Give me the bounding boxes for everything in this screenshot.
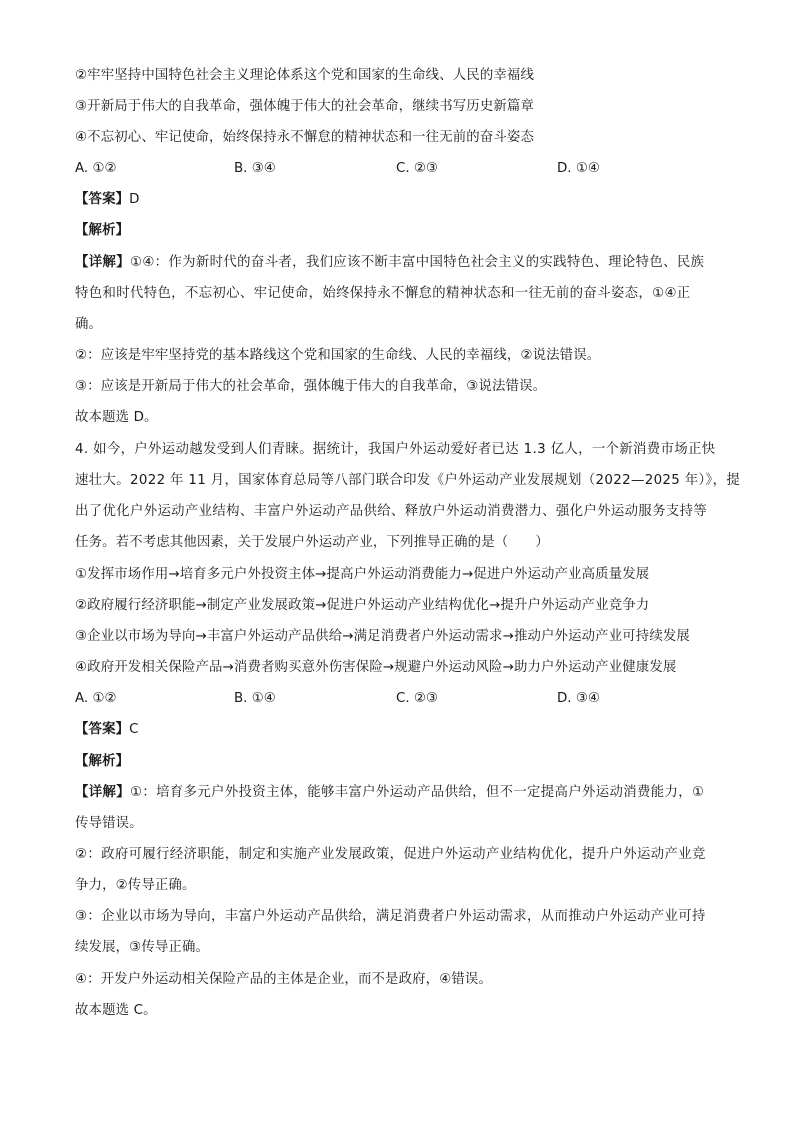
detail-label: 【详解】 <box>75 255 130 270</box>
q3-conclusion: 故本题选 D。 <box>75 410 158 425</box>
q4-stem-line2: 速壮大。2022 年 11 月，国家体育总局等八部门联合印发《户外运动产业发展规划（2022—2025 年）》，提 <box>75 473 741 488</box>
q4-stem-line4: 任务。若不考虑其他因素，关于发展户外运动产业，下列推导正确的是（ ） <box>75 535 549 550</box>
answer-value: C <box>129 722 139 737</box>
q4-detail-p1-line2: 传导错误。 <box>75 816 143 831</box>
q3-detail-p1-line1 <box>75 253 704 273</box>
q4-conclusion: 故本题选 C。 <box>75 1003 157 1018</box>
detail-text: ①④：作为新时代的奋斗者，我们应该不断丰富中国特色社会主义的实践特色、理论特色、民族 <box>129 255 705 270</box>
q3-choice-a: A. ①② <box>75 161 117 176</box>
q4-choice-d: D. ③④ <box>557 691 600 706</box>
q4-option-2: ②政府履行经济职能→制定产业发展政策→促进户外运动产业结构优化→提升户外运动产业竞争力 <box>75 598 650 613</box>
q4-stem-line1: 4. 如今，户外运动越发受到人们青睐。据统计，我国户外运动爱好者已达 1.3 亿人，一个新消费市场正快 <box>75 442 716 457</box>
q4-choice-b: B. ①④ <box>234 691 276 706</box>
detail-label: 【详解】 <box>75 785 130 800</box>
q4-option-1: ①发挥市场作用→培育多元户外投资主体→提高户外运动消费能力→促进户外运动产业高质量发展 <box>75 567 650 582</box>
q3-choice-c: C. ②③ <box>396 161 438 176</box>
q4-choice-c: C. ②③ <box>396 691 438 706</box>
detail-text: ①：培育多元户外投资主体，能够丰富户外运动产品供给，但不一定提高户外运动消费能力，① <box>129 785 705 800</box>
q4-option-3: ③企业以市场为导向→丰富户外运动产品供给→满足消费者户外运动需求→推动户外运动产业可持续发展 <box>75 629 690 644</box>
q4-stem-line3: 出了优化户外运动产业结构、丰富户外运动产品供给、释放户外运动消费潜力、强化户外运动服务支持等 <box>75 504 708 519</box>
q4-detail-p4: ④：开发户外运动相关保险产品的主体是企业，而不是政府，④错误。 <box>75 972 492 987</box>
q4-detail-p2-line2: 争力，②传导正确。 <box>75 878 196 893</box>
q3-option-4: ④不忘初心、牢记使命，始终保持永不懈怠的精神状态和一往无前的奋斗姿态 <box>75 130 534 145</box>
q4-detail-p2-line1: ②：政府可履行经济职能，制定和实施产业发展政策，促进户外运动产业结构优化，提升户外运动产业竞 <box>75 847 706 862</box>
q3-option-3: ③开新局于伟大的自我革命，强体魄于伟大的社会革命，继续书写历史新篇章 <box>75 99 534 114</box>
q3-analysis-label: 【解析】 <box>75 223 130 238</box>
q4-answer <box>75 720 139 740</box>
q3-choice-b: B. ③④ <box>234 161 276 176</box>
q4-option-4: ④政府开发相关保险产品→消费者购买意外伤害保险→规避户外运动风险→助力户外运动产业健康发展 <box>75 660 677 675</box>
q4-detail-p3-line1: ③：企业以市场为导向，丰富户外运动产品供给，满足消费者户外运动需求，从而推动户外运动产业可持 <box>75 909 706 924</box>
q3-option-2: ②牢牢坚持中国特色社会主义理论体系这个党和国家的生命线、人民的幸福线 <box>75 68 534 83</box>
q4-detail-p1-line1 <box>75 783 704 803</box>
q4-choice-a: A. ①② <box>75 691 117 706</box>
q3-detail-p2: ②：应该是牢牢坚持党的基本路线这个党和国家的生命线、人民的幸福线，②说法错误。 <box>75 348 601 363</box>
q3-detail-p1-line3: 确。 <box>75 317 103 332</box>
q4-detail-p3-line2: 续发展，③传导正确。 <box>75 940 210 955</box>
answer-label: 【答案】 <box>75 722 130 737</box>
q3-detail-p1-line2: 特色和时代特色，不忘初心、牢记使命，始终保持永不懈怠的精神状态和一往无前的奋斗姿态，①④正 <box>75 286 691 301</box>
q4-analysis-label: 【解析】 <box>75 754 130 769</box>
q3-choice-d: D. ①④ <box>557 161 600 176</box>
answer-value: D <box>129 192 140 207</box>
answer-label: 【答案】 <box>75 192 130 207</box>
q3-answer <box>75 190 140 210</box>
q3-detail-p3: ③：应该是开新局于伟大的社会革命，强体魄于伟大的自我革命，③说法错误。 <box>75 379 547 394</box>
